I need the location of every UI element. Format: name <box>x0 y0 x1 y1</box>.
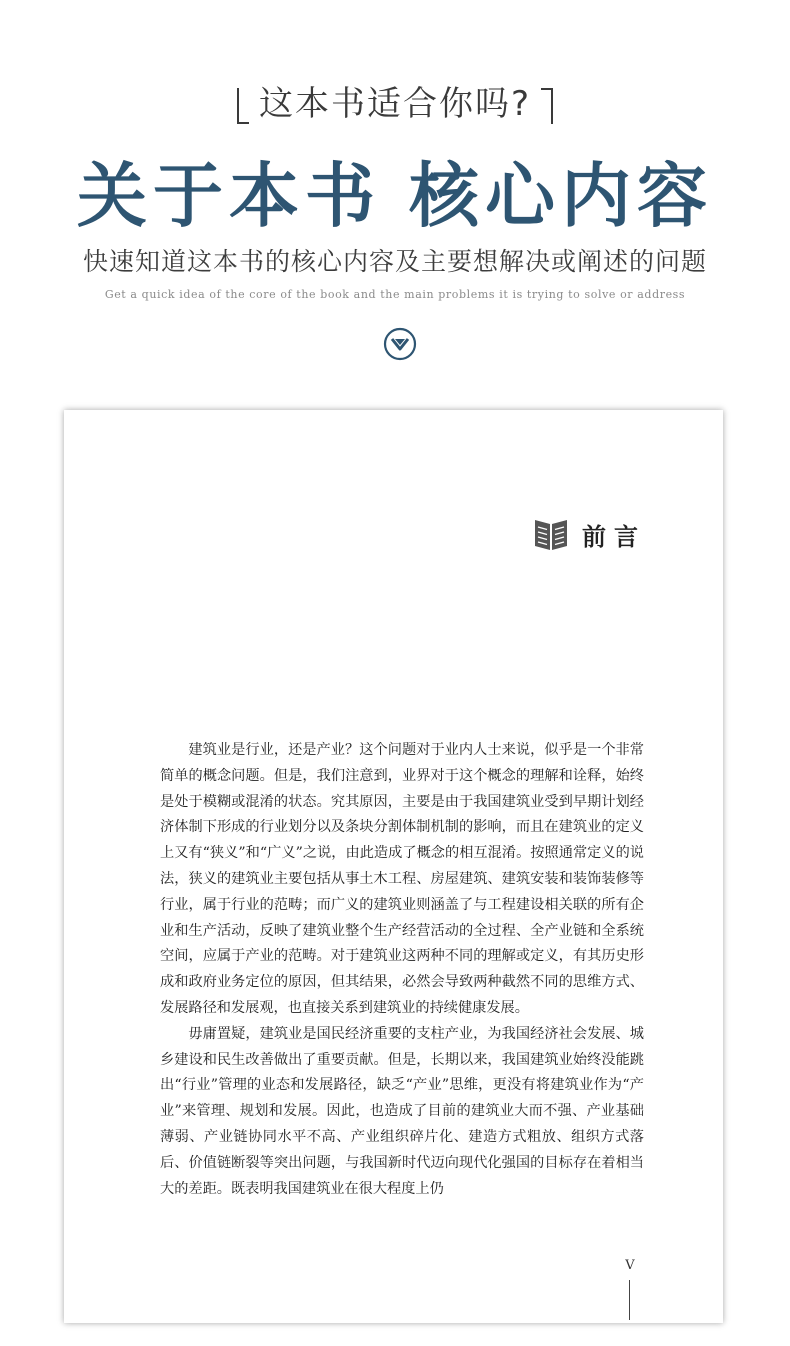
open-book-icon <box>532 515 570 553</box>
main-title <box>0 140 790 241</box>
paragraph: 建筑业是行业，还是产业？这个问题对于业内人士来说，似乎是一个非常简单的概念问题。但是，我们注意到，业界对于这个概念的理解和诠释，始终是处于模糊或混淆的状态。究其原因，主要是由于我国建筑业受到早期计划经济体制下形成的行业划分以及条块分割体制机制的影响，而且在建筑业的定义上又有“狭义”和“广义”之说，由此造成了概念的相互混淆。按照通常定义的说法，狭义的建筑业主要包括从事土木工程、房屋建筑、建筑安装和装饰装修等行业，属于行业的范畴；而广义的建筑业则涵盖了与工程建设相关联的所有企业和生产活动，反映了建筑业整个生产经营活动的全过程、全产业链和全系统空间，应属于产业的范畴。对于建筑业这两种不同的理解或定义，有其历史形成和政府业务定位的原因，但其结果，必然会导致两种截然不同的思维方式、发展路径和发展观，也直接关系到建筑业的持续健康发展。 <box>160 742 644 1016</box>
paragraph: 毋庸置疑，建筑业是国民经济重要的支柱产业，为我国经济社会发展、城乡建设和民生改善做出了重要贡献。但是，长期以来，我国建筑业始终没能跳出“行业”管理的业态和发展路径，缺乏“产业”思维，更没有将建筑业作为“产业”来管理、规划和发展。因此，也造成了目前的建筑业大而不强、产业基础薄弱、产业链协同水平不高、产业组织碎片化、建造方式粗放、组织方式落后、价值链断裂等突出问题，与我国新时代迈向现代化强国的目标存在着相当大的差距。既表明我国建筑业在很大程度上仍 <box>160 1025 644 1197</box>
left-bracket-icon <box>237 88 249 124</box>
preface-body <box>160 738 644 1202</box>
page-number: V <box>625 1258 635 1273</box>
question-heading <box>0 76 790 125</box>
header-banner <box>0 0 790 400</box>
chevron-down-circle-icon[interactable] <box>383 327 417 361</box>
main-title-part1: 关于本书 <box>77 154 381 237</box>
main-title-part2: 核心内容 <box>409 154 713 237</box>
subtitle-english: Get a quick idea of the core of the book and the main problems it is trying to solve or address <box>104 288 686 301</box>
book-page-preview <box>64 410 723 1323</box>
page-number-rule <box>629 1280 630 1320</box>
preface-heading <box>532 514 646 554</box>
subtitle-chinese: 快速知道这本书的核心内容及主要想解决或阐述的问题 <box>82 247 707 276</box>
preface-title: 前言 <box>582 521 646 551</box>
right-bracket-icon <box>541 88 553 124</box>
question-text: 这本书适合你吗? <box>258 84 532 124</box>
